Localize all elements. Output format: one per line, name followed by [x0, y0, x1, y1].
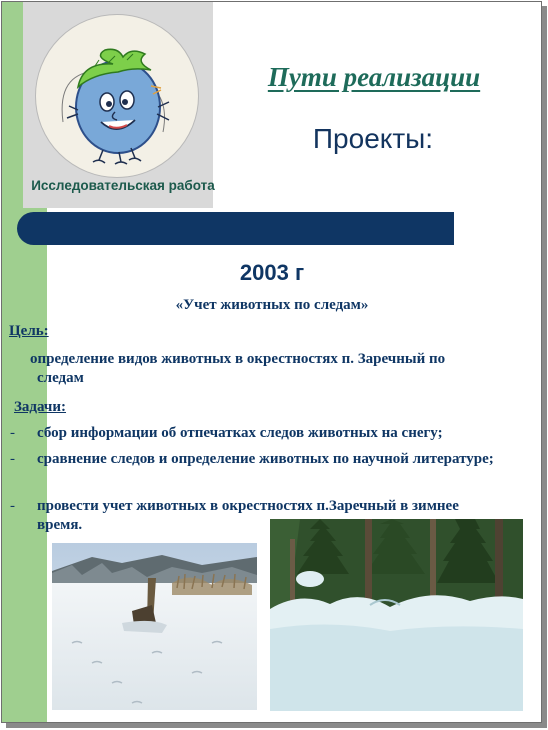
task-bullet: - — [10, 498, 15, 514]
task-bullet: - — [10, 451, 15, 467]
project-year: 2003 г — [239, 260, 305, 285]
project-name: «Учет животных по следам» — [175, 297, 369, 313]
photo-forest-snow — [270, 519, 523, 711]
decorative-navy-bar — [17, 212, 454, 245]
goal-text-line2: следам — [37, 369, 84, 386]
logo-caption: Исследовательская работа — [31, 178, 215, 193]
goal-text-line1: определение видов животных в окрестностях п. Заречный по — [30, 351, 446, 367]
task-text: провести учет животных в окрестностях п.Заречный в зимнее время. — [37, 498, 459, 533]
task-text: сравнение следов и определение животных по научной литературе; — [37, 451, 494, 467]
tasks-label: Задачи: — [14, 399, 67, 415]
smiling-earth-icon — [23, 2, 213, 177]
logo-panel — [23, 2, 213, 208]
photo-snowy-field — [52, 543, 257, 710]
task-item — [10, 450, 535, 490]
page-shadow-bottom — [6, 723, 547, 728]
task-item — [10, 424, 535, 446]
page-shadow-right — [542, 6, 547, 725]
page-title: Пути реализации — [267, 62, 481, 92]
slide — [1, 1, 542, 723]
goal-label: Цель: — [9, 323, 49, 339]
page-subtitle: Проекты: — [312, 123, 434, 154]
task-text: сбор информации об отпечатках следов животных на снегу; — [37, 425, 443, 441]
task-bullet: - — [10, 425, 15, 441]
goal-text — [30, 350, 535, 387]
